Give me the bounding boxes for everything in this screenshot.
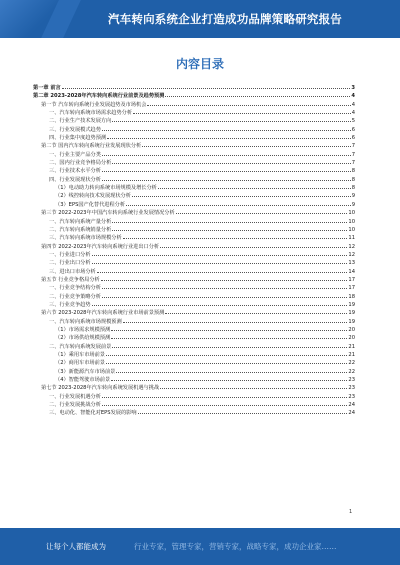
toc-leader-dots <box>176 209 348 214</box>
toc-entry-page: 20 <box>348 326 355 333</box>
footer-tagline: 行业专家，管理专家，营销专家，战略专家，成功企业家…… <box>134 542 337 551</box>
toc-entry[interactable] <box>33 234 355 242</box>
toc-entry-page: 19 <box>348 301 355 308</box>
report-header <box>0 0 400 38</box>
toc-entry[interactable] <box>33 409 355 417</box>
toc-entry-text: 第一章 前言 <box>33 85 61 91</box>
toc-entry[interactable] <box>33 209 355 217</box>
report-title: 汽车转向系统企业打造成功品牌策略研究报告 <box>108 12 342 26</box>
toc-entry-text: （1）市场需求规模预测 <box>55 326 111 333</box>
toc-entry[interactable] <box>33 176 355 184</box>
toc-entry-text: 第六节 2023-2028年汽车转向系统行业市场前景预测 <box>41 310 165 317</box>
toc-entry-page: 22 <box>348 360 355 367</box>
toc-leader-dots <box>142 142 350 147</box>
toc-entry-text: 第二章 2023-2028年汽车转向系统行业前景及趋势预测 <box>33 93 165 100</box>
toc-entry[interactable] <box>33 218 355 226</box>
toc-entry[interactable] <box>33 126 355 134</box>
toc-entry-page: 12 <box>348 251 355 258</box>
toc-entry-text: 三、进出口市场分析 <box>49 268 96 275</box>
toc-entry-page: 24 <box>348 402 355 409</box>
toc-entry-page: 7 <box>351 160 355 167</box>
toc-entry-page: 8 <box>351 176 355 183</box>
toc-entry-text: 二、汽车转向系统发展前景 <box>49 343 112 350</box>
toc-entry-text: 一、行业主要产品分类 <box>49 151 101 158</box>
toc-entry[interactable] <box>33 309 355 317</box>
toc-entry-text: 第二节 国内汽车转向系统行业发展现状分析 <box>41 143 142 150</box>
toc-leader-dots <box>62 84 351 89</box>
toc-entry[interactable] <box>33 226 355 234</box>
toc-leader-dots <box>102 126 351 131</box>
toc-entry-page: 21 <box>348 343 355 350</box>
toc-entry-text: （4）智能驾驶市场前景 <box>55 377 111 384</box>
toc-leader-dots <box>123 234 348 239</box>
toc-leader-dots <box>112 226 347 231</box>
toc-entry[interactable] <box>33 393 355 401</box>
toc-entry-page: 23 <box>348 385 355 392</box>
page-number: 1 <box>349 509 353 515</box>
toc-entry[interactable] <box>33 293 355 301</box>
toc-entry-text: （1）乘用车市场前景 <box>55 352 105 358</box>
toc-entry[interactable] <box>33 184 355 192</box>
toc-entry[interactable] <box>33 151 355 159</box>
toc-entry-text: 四、行业集中度趋势预测 <box>49 135 107 142</box>
toc-leader-dots <box>101 276 348 281</box>
toc-entry-page: 11 <box>348 235 355 242</box>
toc-entry[interactable] <box>33 101 355 109</box>
toc-entry[interactable] <box>33 368 355 376</box>
toc-entry-text: 二、行业出口分析 <box>49 260 91 267</box>
toc-entry[interactable] <box>33 268 355 276</box>
toc-entry[interactable] <box>33 334 355 342</box>
toc-entry[interactable] <box>33 284 355 292</box>
toc-entry-page: 22 <box>348 368 355 375</box>
toc-leader-dots <box>112 159 350 164</box>
toc-entry-page: 14 <box>348 268 355 275</box>
toc-entry-page: 7 <box>351 143 355 150</box>
toc-leader-dots <box>102 151 351 156</box>
toc-entry-text: 四、行业发展现状分析 <box>49 176 101 183</box>
toc-entry[interactable] <box>33 109 355 117</box>
toc-entry-text: 二、行业竞争策略分析 <box>49 293 101 300</box>
toc-leader-dots <box>138 409 348 414</box>
toc-entry-page: 13 <box>348 260 355 267</box>
toc-entry[interactable] <box>33 192 355 200</box>
toc-entry-text: （2）商用车市场前景 <box>55 360 105 367</box>
footer-slogan: 让每个人都能成为 <box>46 542 106 551</box>
toc-entry[interactable] <box>33 84 355 92</box>
toc-entry[interactable] <box>33 167 355 175</box>
toc-leader-dots <box>112 343 347 348</box>
toc-entry-text: 二、国内行业竞争格局分析 <box>49 160 112 167</box>
toc-entry-page: 10 <box>348 226 355 233</box>
toc-leader-dots <box>165 92 350 97</box>
toc-entry[interactable] <box>33 376 355 384</box>
toc-entry-text: 一、汽车转向系统市场规模预测 <box>49 318 122 325</box>
toc-entry-text: 第四节 2022-2023年汽车转向系统行业进出口分析 <box>41 243 160 250</box>
toc-entry-page: 4 <box>351 101 355 108</box>
toc-entry-page: 24 <box>348 410 355 417</box>
toc-entry[interactable] <box>33 251 355 259</box>
toc-entry-page: 12 <box>348 243 355 250</box>
toc-entry-text: （3）新能源汽车市场前景 <box>55 368 116 375</box>
toc-leader-dots <box>102 176 351 181</box>
toc-entry-text: （2）线控转向技术发展现状分析 <box>55 193 131 200</box>
table-of-contents <box>33 84 355 418</box>
toc-entry[interactable] <box>33 117 355 125</box>
toc-entry[interactable] <box>33 142 355 150</box>
toc-leader-dots <box>97 268 348 273</box>
toc-entry-page: 17 <box>348 276 355 283</box>
toc-leader-dots <box>147 101 350 106</box>
toc-leader-dots <box>111 326 347 331</box>
toc-leader-dots <box>112 218 347 223</box>
toc-entry-page: 19 <box>348 318 355 325</box>
toc-entry-page: 23 <box>348 377 355 384</box>
toc-leader-dots <box>92 259 348 264</box>
toc-entry-page: 6 <box>351 135 355 142</box>
toc-entry-page: 18 <box>348 293 355 300</box>
toc-entry-page: 19 <box>348 310 355 317</box>
toc-entry-page: 9 <box>351 201 355 208</box>
toc-entry-page: 8 <box>351 168 355 175</box>
toc-entry-page: 5 <box>351 118 355 125</box>
toc-entry-page: 10 <box>348 210 355 217</box>
toc-entry[interactable] <box>33 359 355 367</box>
toc-leader-dots <box>165 309 347 314</box>
toc-entry-text: 三、汽车转向系统市场规模分析 <box>49 235 122 242</box>
toc-leader-dots <box>102 167 351 172</box>
toc-entry[interactable] <box>33 92 355 100</box>
toc-entry-text: （1）电动助力转向系统市场规模及增长分析 <box>55 185 157 192</box>
toc-leader-dots <box>111 334 347 339</box>
toc-leader-dots <box>112 117 350 122</box>
toc-entry-page: 10 <box>348 218 355 225</box>
toc-entry-page: 3 <box>351 85 355 91</box>
toc-leader-dots <box>106 359 347 364</box>
toc-entry-text: 第七节 2023-2028年汽车转向系统发展机遇与挑战 <box>41 385 160 392</box>
toc-entry-text: 第三节 2022-2023年中国汽车转向系统行业发展情况分析 <box>41 210 175 217</box>
toc-leader-dots <box>116 368 347 373</box>
toc-leader-dots <box>158 184 351 189</box>
toc-entry[interactable] <box>33 318 355 326</box>
toc-entry-text: 一、汽车转向系统产量分析 <box>49 218 112 225</box>
toc-entry[interactable] <box>33 326 355 334</box>
toc-entry-text: 一、行业进口分析 <box>49 251 91 258</box>
toc-entry[interactable] <box>33 201 355 209</box>
toc-entry-text: 一、汽车转向系统市场需求趋势分析 <box>49 110 133 117</box>
toc-leader-dots <box>106 351 347 356</box>
toc-entry[interactable] <box>33 259 355 267</box>
toc-entry-page: 4 <box>351 93 355 100</box>
toc-entry-page: 9 <box>351 193 355 200</box>
toc-entry-text: 三、行业发展模式趋势 <box>49 126 101 133</box>
toc-entry-page: 7 <box>351 151 355 158</box>
toc-entry-text: 三、行业竞争趋势 <box>49 301 91 308</box>
toc-leader-dots <box>102 393 348 398</box>
toc-entry-page: 6 <box>351 126 355 133</box>
toc-entry-text: （3）EPS国产化替代进程分析 <box>55 201 126 208</box>
toc-leader-dots <box>107 134 351 139</box>
toc-entry[interactable] <box>33 276 355 284</box>
toc-leader-dots <box>102 293 348 298</box>
toc-entry-text: 一、行业发展机遇分析 <box>49 393 101 400</box>
toc-entry-page: 8 <box>351 185 355 192</box>
toc-entry[interactable] <box>33 243 355 251</box>
toc-entry-text: 二、行业发展挑战分析 <box>49 402 101 409</box>
toc-entry[interactable] <box>33 351 355 359</box>
toc-leader-dots <box>160 384 347 389</box>
toc-entry[interactable] <box>33 384 355 392</box>
toc-entry-page: 23 <box>348 393 355 400</box>
toc-entry[interactable] <box>33 134 355 142</box>
footer-banner <box>0 528 400 565</box>
toc-leader-dots <box>102 401 348 406</box>
toc-entry-text: （2）市场供给规模预测 <box>55 335 111 342</box>
toc-leader-dots <box>111 376 347 381</box>
toc-entry-text: 第五节 行业竞争格局分析 <box>41 276 100 283</box>
toc-entry[interactable] <box>33 401 355 409</box>
toc-entry[interactable] <box>33 343 355 351</box>
toc-leader-dots <box>126 201 351 206</box>
toc-entry[interactable] <box>33 159 355 167</box>
toc-entry-text: 二、汽车转向系统销量分析 <box>49 226 112 233</box>
toc-leader-dots <box>92 251 348 256</box>
toc-leader-dots <box>160 243 347 248</box>
toc-entry-page: 4 <box>351 110 355 117</box>
toc-leader-dots <box>102 284 348 289</box>
toc-entry-text: 一、行业竞争结构分析 <box>49 285 101 292</box>
toc-leader-dots <box>123 318 348 323</box>
toc-entry[interactable] <box>33 301 355 309</box>
toc-leader-dots <box>132 192 351 197</box>
toc-entry-page: 17 <box>348 285 355 292</box>
toc-entry-page: 20 <box>348 335 355 342</box>
toc-entry-text: 三、电动化、智能化对EPS发展的影响 <box>49 410 137 417</box>
toc-leader-dots <box>133 109 351 114</box>
toc-entry-text: 二、行业生产技术发展方向 <box>49 118 112 125</box>
toc-entry-text: 三、行业技术水平分析 <box>49 168 101 175</box>
toc-title: 内容目录 <box>175 57 224 71</box>
toc-entry-text: 第一节 汽车转向系统行业发展趋势及市场机会 <box>41 101 147 108</box>
toc-entry-page: 21 <box>348 352 355 358</box>
toc-leader-dots <box>92 301 348 306</box>
